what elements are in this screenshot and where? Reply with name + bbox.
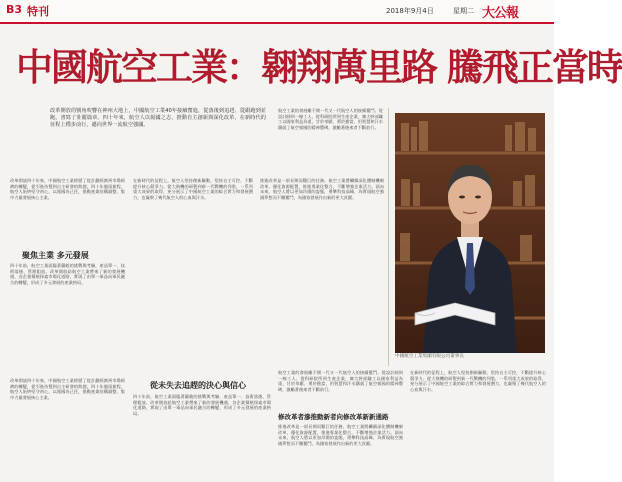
portrait-illustration bbox=[395, 113, 545, 353]
article-column-bottom-middle: 四十年前，航空工業面臨著嚴峻的挑戰與考驗，產品單一、技術落後、管理粗放。改革開放給航空工業帶來了新的發展機遇，各企業積極探索市場化道路，實現了由單一軍品向軍民融合的轉變，形成了多元發展的產業格局。 bbox=[133, 394, 271, 416]
photo-caption: 中國航空工業集團有限公司董事長 bbox=[395, 354, 464, 359]
subhead-determination: 從未失去追趕的決心與信心 bbox=[150, 381, 246, 390]
article-column-lower-right-1: 航空工業的發展離不開一代又一代航空人的接續奮鬥。從設計師到一線工人，從科研院所到生產企業，廣大幹部職工以國家利益為重，甘於奉獻、勇於擔當，用智慧和汗水鑄就了航空報國的精神豐碑，激勵著後來者不斷前行。 bbox=[278, 370, 403, 392]
article-column-bottom-left: 改革開放四十年來，中國航空工業經歷了從計劃經濟到市場經濟的轉變，從引進仿製到自主研發的跨越。四十年風雨兼程，航空人始終堅守初心，以報國為己任，推動產業結構調整，集中力量發展核心主業。 bbox=[10, 378, 125, 400]
column-divider bbox=[388, 108, 389, 366]
article-column-top-right: 航空工業的發展離不開一代又一代航空人的接續奮鬥。從設計師到一線工人，從科研院所到生產企業，廣大幹部職工以國家利益為重，甘於奉獻、勇於擔當，用智慧和汗水鑄就了航空報國的精神豐碑，激勵著後來者不斷前行。 bbox=[278, 108, 383, 130]
page-headline: 中國航空工業：翱翔萬里路 騰飛正當時 bbox=[16, 45, 622, 89]
portrait-photo bbox=[395, 113, 545, 353]
issue-weekday: 星期二 bbox=[453, 7, 474, 15]
page-header bbox=[0, 0, 554, 24]
article-column-left-lower: 四十年前，航空工業面臨著嚴峻的挑戰與考驗，產品單一、技術落後、管理粗放。改革開放給航空工業帶來了新的發展機遇，各企業積極探索市場化道路，實現了由單一軍品向軍民融合的轉變，形成了多元發展的產業格局。 bbox=[10, 263, 125, 285]
newspaper-logo: 大公報 bbox=[482, 6, 519, 21]
section-name: 特刊 bbox=[27, 5, 49, 18]
issue-date: 2018年9月4日 bbox=[386, 7, 434, 15]
subhead-focus: 聚焦主業 多元發展 bbox=[22, 251, 89, 260]
subhead-reform: 修改革者滲推動新者向修改革新新通路 bbox=[278, 413, 389, 421]
article-column-far-right: 在新時代的征程上，航空人堅持創新驅動，堅持自主可控，不斷提升核心競爭力。從大飛機的研製到新一代戰機的列裝，一系列重大成果的取得，充分展示了中國航空工業的綜合實力和發展潛力，也凝聚了幾代航空人的心血與汗水。 bbox=[410, 370, 546, 392]
article-column-lower-right-2: 推進改革是一項長期而艱巨的任務。航空工業將繼續深化體制機制改革，優化資源配置，推進專業化整合，不斷增強企業活力。面向未來，航空人將以更加昂揚的姿態，勇攀科技高峰，為實現航空強國夢想而不懈奮鬥，為國家發展作出新的更大貢獻。 bbox=[278, 424, 403, 446]
article-column-middle: 在新時代的征程上，航空人堅持創新驅動，堅持自主可控，不斷提升核心競爭力。從大飛機的研製到新一代戰機的列裝，一系列重大成果的取得，充分展示了中國航空工業的綜合實力和發展潛力，也凝聚了幾代航空人的心血與汗水。 bbox=[133, 178, 253, 200]
article-column-left: 改革開放四十年來，中國航空工業經歷了從計劃經濟到市場經濟的轉變，從引進仿製到自主研發的跨越。四十年風雨兼程，航空人始終堅守初心，以報國為己任，推動產業結構調整，集中力量發展核心主業。 bbox=[10, 178, 125, 200]
lead-paragraph: 改革開放的號角吹響在神州大地上，中國航空工業40年接續奮進，從落後到追趕、從跟跑到並跑，書寫了壯麗篇章。四十年來，航空人以報國之志，推動自主創新與深化改革，在新時代的征程上穩步前行，邁向世界一流航空強國。 bbox=[50, 108, 266, 129]
section-code: B3 bbox=[6, 3, 23, 16]
article-column-center: 推進改革是一項長期而艱巨的任務。航空工業將繼續深化體制機制改革，優化資源配置，推進專業化整合，不斷增強企業活力。面向未來，航空人將以更加昂揚的姿態，勇攀科技高峰，為實現航空強國夢想而不懈奮鬥，為國家發展作出新的更大貢獻。 bbox=[260, 178, 384, 200]
